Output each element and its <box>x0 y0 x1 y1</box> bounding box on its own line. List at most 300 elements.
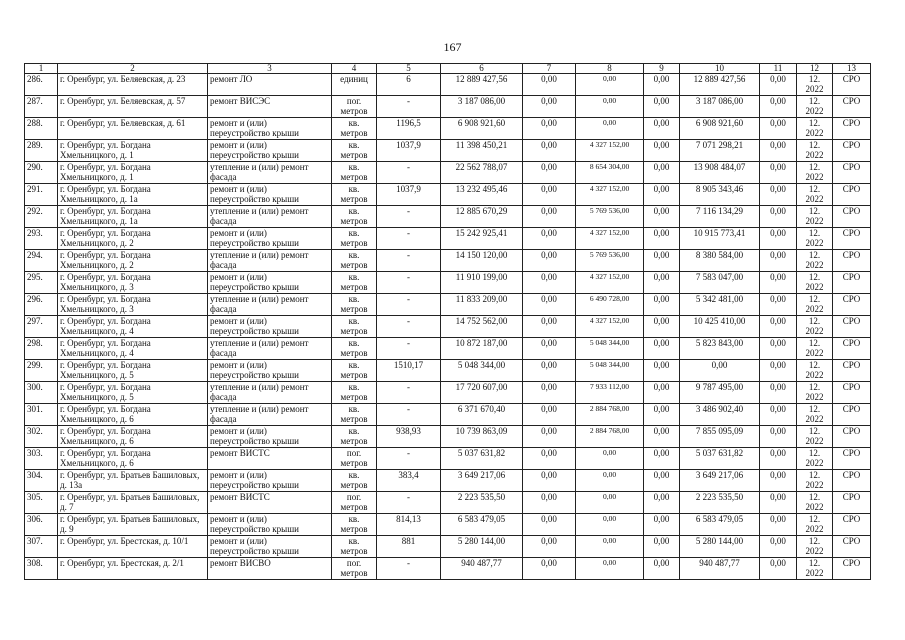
header-cell-1: 1 <box>25 64 58 74</box>
header-cell-13: 13 <box>833 64 871 74</box>
work-type-cell: утепление и (или) ремонт фасада <box>208 294 332 316</box>
col7-amount-cell: 0,00 <box>523 448 576 470</box>
col8-amount-cell: 4 327 152,00 <box>576 316 644 338</box>
col8-amount-cell: 0,00 <box>576 536 644 558</box>
method-cell: СРО <box>833 360 871 382</box>
col8-amount-cell: 8 654 304,00 <box>576 162 644 184</box>
table-row <box>25 514 871 536</box>
col10-amount-cell: 0,00 <box>680 360 760 382</box>
row-number-cell: 304. <box>25 470 58 492</box>
col8-amount-cell: 4 327 152,00 <box>576 228 644 250</box>
address-cell: г. Оренбург, ул. Богдана Хмельницкого, д. 3 <box>58 272 208 294</box>
table-row <box>25 272 871 294</box>
method-cell: СРО <box>833 272 871 294</box>
col10-amount-cell: 5 342 481,00 <box>680 294 760 316</box>
col11-amount-cell: 0,00 <box>760 470 797 492</box>
completion-date-cell: 12. 2022 <box>797 316 833 338</box>
quantity-cell: - <box>377 206 441 228</box>
table-row <box>25 470 871 492</box>
table-row <box>25 426 871 448</box>
method-cell: СРО <box>833 96 871 118</box>
completion-date-cell: 12. 2022 <box>797 294 833 316</box>
row-number-cell: 286. <box>25 74 58 96</box>
col9-amount-cell: 0,00 <box>644 492 680 514</box>
total-cost-cell: 14 752 562,00 <box>441 316 523 338</box>
method-cell: СРО <box>833 338 871 360</box>
table-row <box>25 404 871 426</box>
row-number-cell: 307. <box>25 536 58 558</box>
method-cell: СРО <box>833 536 871 558</box>
method-cell: СРО <box>833 470 871 492</box>
unit-cell: кв. метров <box>332 536 377 558</box>
work-type-cell: ремонт и (или) переустройство крыши <box>208 140 332 162</box>
table-row <box>25 360 871 382</box>
col9-amount-cell: 0,00 <box>644 294 680 316</box>
column-number-header-row <box>25 64 871 74</box>
total-cost-cell: 6 583 479,05 <box>441 514 523 536</box>
quantity-cell: 814,13 <box>377 514 441 536</box>
address-cell: г. Оренбург, ул. Беляевская, д. 57 <box>58 96 208 118</box>
completion-date-cell: 12. 2022 <box>797 184 833 206</box>
address-cell: г. Оренбург, ул. Братьев Башиловых, д. 9 <box>58 514 208 536</box>
method-cell: СРО <box>833 294 871 316</box>
unit-cell: кв. метров <box>332 118 377 140</box>
table-row <box>25 96 871 118</box>
address-cell: г. Оренбург, ул. Богдана Хмельницкого, д. 3 <box>58 294 208 316</box>
col8-amount-cell: 5 769 536,00 <box>576 250 644 272</box>
table-row <box>25 140 871 162</box>
col9-amount-cell: 0,00 <box>644 250 680 272</box>
work-type-cell: ремонт и (или) переустройство крыши <box>208 118 332 140</box>
method-cell: СРО <box>833 558 871 580</box>
quantity-cell: - <box>377 294 441 316</box>
unit-cell: пог. метров <box>332 96 377 118</box>
row-number-cell: 290. <box>25 162 58 184</box>
unit-cell: кв. метров <box>332 250 377 272</box>
work-type-cell: утепление и (или) ремонт фасада <box>208 404 332 426</box>
col8-amount-cell: 0,00 <box>576 492 644 514</box>
work-type-cell: ремонт и (или) переустройство крыши <box>208 360 332 382</box>
work-type-cell: утепление и (или) ремонт фасада <box>208 338 332 360</box>
col9-amount-cell: 0,00 <box>644 96 680 118</box>
total-cost-cell: 13 232 495,46 <box>441 184 523 206</box>
quantity-cell: - <box>377 272 441 294</box>
total-cost-cell: 2 223 535,50 <box>441 492 523 514</box>
total-cost-cell: 14 150 120,00 <box>441 250 523 272</box>
col7-amount-cell: 0,00 <box>523 360 576 382</box>
header-cell-4: 4 <box>332 64 377 74</box>
col10-amount-cell: 8 905 343,46 <box>680 184 760 206</box>
col7-amount-cell: 0,00 <box>523 184 576 206</box>
row-number-cell: 302. <box>25 426 58 448</box>
method-cell: СРО <box>833 184 871 206</box>
work-type-cell: ремонт ВИСВО <box>208 558 332 580</box>
address-cell: г. Оренбург, ул. Богдана Хмельницкого, д. 6 <box>58 426 208 448</box>
method-cell: СРО <box>833 74 871 96</box>
address-cell: г. Оренбург, ул. Богдана Хмельницкого, д. 1 <box>58 140 208 162</box>
col7-amount-cell: 0,00 <box>523 140 576 162</box>
total-cost-cell: 3 649 217,06 <box>441 470 523 492</box>
work-type-cell: ремонт и (или) переустройство крыши <box>208 536 332 558</box>
work-type-cell: ремонт и (или) переустройство крыши <box>208 184 332 206</box>
completion-date-cell: 12. 2022 <box>797 206 833 228</box>
table-row <box>25 492 871 514</box>
total-cost-cell: 6 908 921,60 <box>441 118 523 140</box>
work-type-cell: ремонт и (или) переустройство крыши <box>208 514 332 536</box>
quantity-cell: - <box>377 558 441 580</box>
work-type-cell: ремонт ВИСТС <box>208 448 332 470</box>
header-cell-2: 2 <box>58 64 208 74</box>
work-type-cell: утепление и (или) ремонт фасада <box>208 162 332 184</box>
total-cost-cell: 22 562 788,07 <box>441 162 523 184</box>
completion-date-cell: 12. 2022 <box>797 228 833 250</box>
col8-amount-cell: 5 048 344,00 <box>576 338 644 360</box>
col9-amount-cell: 0,00 <box>644 536 680 558</box>
unit-cell: пог. метров <box>332 492 377 514</box>
unit-cell: кв. метров <box>332 426 377 448</box>
row-number-cell: 299. <box>25 360 58 382</box>
row-number-cell: 295. <box>25 272 58 294</box>
row-number-cell: 296. <box>25 294 58 316</box>
total-cost-cell: 10 739 863,09 <box>441 426 523 448</box>
col7-amount-cell: 0,00 <box>523 404 576 426</box>
quantity-cell: - <box>377 448 441 470</box>
col8-amount-cell: 2 884 768,00 <box>576 426 644 448</box>
completion-date-cell: 12. 2022 <box>797 404 833 426</box>
header-cell-12: 12 <box>797 64 833 74</box>
completion-date-cell: 12. 2022 <box>797 448 833 470</box>
quantity-cell: - <box>377 338 441 360</box>
completion-date-cell: 12. 2022 <box>797 382 833 404</box>
table-body <box>25 64 871 580</box>
work-type-cell: ремонт и (или) переустройство крыши <box>208 470 332 492</box>
col7-amount-cell: 0,00 <box>523 536 576 558</box>
address-cell: г. Оренбург, ул. Богдана Хмельницкого, д. 2 <box>58 250 208 272</box>
unit-cell: кв. метров <box>332 470 377 492</box>
header-cell-9: 9 <box>644 64 680 74</box>
col11-amount-cell: 0,00 <box>760 74 797 96</box>
work-type-cell: ремонт и (или) переустройство крыши <box>208 272 332 294</box>
work-type-cell: утепление и (или) ремонт фасада <box>208 382 332 404</box>
quantity-cell: 938,93 <box>377 426 441 448</box>
total-cost-cell: 3 187 086,00 <box>441 96 523 118</box>
address-cell: г. Оренбург, ул. Богдана Хмельницкого, д. 5 <box>58 360 208 382</box>
col8-amount-cell: 0,00 <box>576 74 644 96</box>
col9-amount-cell: 0,00 <box>644 316 680 338</box>
quantity-cell: 383,4 <box>377 470 441 492</box>
completion-date-cell: 12. 2022 <box>797 426 833 448</box>
col11-amount-cell: 0,00 <box>760 404 797 426</box>
col10-amount-cell: 940 487,77 <box>680 558 760 580</box>
table-row <box>25 74 871 96</box>
col10-amount-cell: 12 889 427,56 <box>680 74 760 96</box>
unit-cell: кв. метров <box>332 162 377 184</box>
total-cost-cell: 11 398 450,21 <box>441 140 523 162</box>
col11-amount-cell: 0,00 <box>760 514 797 536</box>
col7-amount-cell: 0,00 <box>523 316 576 338</box>
total-cost-cell: 10 872 187,00 <box>441 338 523 360</box>
col11-amount-cell: 0,00 <box>760 360 797 382</box>
col7-amount-cell: 0,00 <box>523 338 576 360</box>
total-cost-cell: 11 833 209,00 <box>441 294 523 316</box>
table-row <box>25 162 871 184</box>
address-cell: г. Оренбург, ул. Брестская, д. 2/1 <box>58 558 208 580</box>
row-number-cell: 291. <box>25 184 58 206</box>
row-number-cell: 301. <box>25 404 58 426</box>
method-cell: СРО <box>833 228 871 250</box>
work-type-cell: утепление и (или) ремонт фасада <box>208 206 332 228</box>
header-cell-7: 7 <box>523 64 576 74</box>
quantity-cell: 1510,17 <box>377 360 441 382</box>
quantity-cell: 1037,9 <box>377 140 441 162</box>
address-cell: г. Оренбург, ул. Брестская, д. 10/1 <box>58 536 208 558</box>
quantity-cell: - <box>377 96 441 118</box>
col10-amount-cell: 7 583 047,00 <box>680 272 760 294</box>
col10-amount-cell: 10 915 773,41 <box>680 228 760 250</box>
col7-amount-cell: 0,00 <box>523 382 576 404</box>
unit-cell: пог. метров <box>332 448 377 470</box>
col11-amount-cell: 0,00 <box>760 536 797 558</box>
col7-amount-cell: 0,00 <box>523 514 576 536</box>
col7-amount-cell: 0,00 <box>523 250 576 272</box>
col11-amount-cell: 0,00 <box>760 206 797 228</box>
address-cell: г. Оренбург, ул. Богдана Хмельницкого, д. 1 <box>58 162 208 184</box>
col9-amount-cell: 0,00 <box>644 448 680 470</box>
address-cell: г. Оренбург, ул. Богдана Хмельницкого, д. 1а <box>58 184 208 206</box>
col11-amount-cell: 0,00 <box>760 382 797 404</box>
col10-amount-cell: 6 908 921,60 <box>680 118 760 140</box>
row-number-cell: 305. <box>25 492 58 514</box>
col9-amount-cell: 0,00 <box>644 206 680 228</box>
col7-amount-cell: 0,00 <box>523 206 576 228</box>
unit-cell: пог. метров <box>332 558 377 580</box>
quantity-cell: 1196,5 <box>377 118 441 140</box>
completion-date-cell: 12. 2022 <box>797 250 833 272</box>
page-number: 167 <box>443 40 462 54</box>
completion-date-cell: 12. 2022 <box>797 558 833 580</box>
col11-amount-cell: 0,00 <box>760 294 797 316</box>
col10-amount-cell: 5 037 631,82 <box>680 448 760 470</box>
col11-amount-cell: 0,00 <box>760 118 797 140</box>
unit-cell: кв. метров <box>332 140 377 162</box>
address-cell: г. Оренбург, ул. Богдана Хмельницкого, д. 6 <box>58 448 208 470</box>
work-type-cell: ремонт ВИСТС <box>208 492 332 514</box>
unit-cell: кв. метров <box>332 404 377 426</box>
col8-amount-cell: 6 490 728,00 <box>576 294 644 316</box>
method-cell: СРО <box>833 404 871 426</box>
address-cell: г. Оренбург, ул. Богдана Хмельницкого, д. 6 <box>58 404 208 426</box>
col10-amount-cell: 10 425 410,00 <box>680 316 760 338</box>
quantity-cell: - <box>377 316 441 338</box>
total-cost-cell: 6 371 670,40 <box>441 404 523 426</box>
col8-amount-cell: 4 327 152,00 <box>576 184 644 206</box>
col7-amount-cell: 0,00 <box>523 294 576 316</box>
col10-amount-cell: 13 908 484,07 <box>680 162 760 184</box>
col7-amount-cell: 0,00 <box>523 74 576 96</box>
col9-amount-cell: 0,00 <box>644 426 680 448</box>
quantity-cell: - <box>377 382 441 404</box>
completion-date-cell: 12. 2022 <box>797 470 833 492</box>
work-type-cell: утепление и (или) ремонт фасада <box>208 250 332 272</box>
col11-amount-cell: 0,00 <box>760 96 797 118</box>
quantity-cell: 6 <box>377 74 441 96</box>
col11-amount-cell: 0,00 <box>760 140 797 162</box>
col11-amount-cell: 0,00 <box>760 492 797 514</box>
method-cell: СРО <box>833 140 871 162</box>
col9-amount-cell: 0,00 <box>644 382 680 404</box>
address-cell: г. Оренбург, ул. Богдана Хмельницкого, д. 4 <box>58 316 208 338</box>
address-cell: г. Оренбург, ул. Богдана Хмельницкого, д. 2 <box>58 228 208 250</box>
work-type-cell: ремонт ЛО <box>208 74 332 96</box>
col11-amount-cell: 0,00 <box>760 558 797 580</box>
row-number-cell: 293. <box>25 228 58 250</box>
completion-date-cell: 12. 2022 <box>797 338 833 360</box>
table-row <box>25 184 871 206</box>
unit-cell: кв. метров <box>332 272 377 294</box>
col8-amount-cell: 0,00 <box>576 118 644 140</box>
col8-amount-cell: 0,00 <box>576 558 644 580</box>
work-type-cell: ремонт и (или) переустройство крыши <box>208 316 332 338</box>
work-type-cell: ремонт ВИСЭС <box>208 96 332 118</box>
row-number-cell: 288. <box>25 118 58 140</box>
col8-amount-cell: 4 327 152,00 <box>576 272 644 294</box>
col9-amount-cell: 0,00 <box>644 272 680 294</box>
table-row <box>25 294 871 316</box>
unit-cell: кв. метров <box>332 514 377 536</box>
table-row <box>25 536 871 558</box>
quantity-cell: - <box>377 250 441 272</box>
table-row <box>25 228 871 250</box>
quantity-cell: 1037,9 <box>377 184 441 206</box>
quantity-cell: - <box>377 228 441 250</box>
col10-amount-cell: 2 223 535,50 <box>680 492 760 514</box>
unit-cell: кв. метров <box>332 228 377 250</box>
unit-cell: кв. метров <box>332 338 377 360</box>
header-cell-8: 8 <box>576 64 644 74</box>
col8-amount-cell: 5 048 344,00 <box>576 360 644 382</box>
completion-date-cell: 12. 2022 <box>797 536 833 558</box>
work-type-cell: ремонт и (или) переустройство крыши <box>208 228 332 250</box>
col9-amount-cell: 0,00 <box>644 118 680 140</box>
col8-amount-cell: 5 769 536,00 <box>576 206 644 228</box>
address-cell: г. Оренбург, ул. Беляевская, д. 61 <box>58 118 208 140</box>
address-cell: г. Оренбург, ул. Беляевская, д. 23 <box>58 74 208 96</box>
quantity-cell: 881 <box>377 536 441 558</box>
row-number-cell: 300. <box>25 382 58 404</box>
repair-program-table <box>24 63 871 580</box>
completion-date-cell: 12. 2022 <box>797 514 833 536</box>
col10-amount-cell: 3 187 086,00 <box>680 96 760 118</box>
method-cell: СРО <box>833 316 871 338</box>
col7-amount-cell: 0,00 <box>523 162 576 184</box>
table-row <box>25 206 871 228</box>
method-cell: СРО <box>833 448 871 470</box>
method-cell: СРО <box>833 514 871 536</box>
method-cell: СРО <box>833 492 871 514</box>
col8-amount-cell: 0,00 <box>576 96 644 118</box>
completion-date-cell: 12. 2022 <box>797 96 833 118</box>
completion-date-cell: 12. 2022 <box>797 74 833 96</box>
completion-date-cell: 12. 2022 <box>797 360 833 382</box>
unit-cell: кв. метров <box>332 382 377 404</box>
col8-amount-cell: 2 884 768,00 <box>576 404 644 426</box>
row-number-cell: 297. <box>25 316 58 338</box>
address-cell: г. Оренбург, ул. Богдана Хмельницкого, д. 5 <box>58 382 208 404</box>
total-cost-cell: 17 720 607,00 <box>441 382 523 404</box>
unit-cell: единиц <box>332 74 377 96</box>
total-cost-cell: 5 048 344,00 <box>441 360 523 382</box>
method-cell: СРО <box>833 250 871 272</box>
col9-amount-cell: 0,00 <box>644 558 680 580</box>
total-cost-cell: 940 487,77 <box>441 558 523 580</box>
address-cell: г. Оренбург, ул. Братьев Башиловых, д. 13а <box>58 470 208 492</box>
col10-amount-cell: 6 583 479,05 <box>680 514 760 536</box>
col11-amount-cell: 0,00 <box>760 228 797 250</box>
unit-cell: кв. метров <box>332 360 377 382</box>
address-cell: г. Оренбург, ул. Братьев Башиловых, д. 7 <box>58 492 208 514</box>
header-cell-11: 11 <box>760 64 797 74</box>
completion-date-cell: 12. 2022 <box>797 492 833 514</box>
row-number-cell: 292. <box>25 206 58 228</box>
unit-cell: кв. метров <box>332 294 377 316</box>
method-cell: СРО <box>833 426 871 448</box>
method-cell: СРО <box>833 206 871 228</box>
col9-amount-cell: 0,00 <box>644 162 680 184</box>
table-row <box>25 558 871 580</box>
col7-amount-cell: 0,00 <box>523 118 576 140</box>
row-number-cell: 289. <box>25 140 58 162</box>
col11-amount-cell: 0,00 <box>760 184 797 206</box>
col8-amount-cell: 0,00 <box>576 470 644 492</box>
quantity-cell: - <box>377 404 441 426</box>
completion-date-cell: 12. 2022 <box>797 272 833 294</box>
col10-amount-cell: 9 787 495,00 <box>680 382 760 404</box>
unit-cell: кв. метров <box>332 184 377 206</box>
table-row <box>25 316 871 338</box>
col9-amount-cell: 0,00 <box>644 338 680 360</box>
table-row <box>25 338 871 360</box>
method-cell: СРО <box>833 382 871 404</box>
header-cell-3: 3 <box>208 64 332 74</box>
col10-amount-cell: 7 855 095,09 <box>680 426 760 448</box>
unit-cell: кв. метров <box>332 206 377 228</box>
table-row <box>25 250 871 272</box>
table-row <box>25 118 871 140</box>
completion-date-cell: 12. 2022 <box>797 118 833 140</box>
col10-amount-cell: 3 486 902,40 <box>680 404 760 426</box>
col7-amount-cell: 0,00 <box>523 228 576 250</box>
total-cost-cell: 5 280 144,00 <box>441 536 523 558</box>
completion-date-cell: 12. 2022 <box>797 140 833 162</box>
row-number-cell: 294. <box>25 250 58 272</box>
quantity-cell: - <box>377 492 441 514</box>
header-cell-5: 5 <box>377 64 441 74</box>
table-row <box>25 448 871 470</box>
col10-amount-cell: 7 116 134,29 <box>680 206 760 228</box>
col10-amount-cell: 7 071 298,21 <box>680 140 760 162</box>
col7-amount-cell: 0,00 <box>523 558 576 580</box>
col11-amount-cell: 0,00 <box>760 448 797 470</box>
row-number-cell: 287. <box>25 96 58 118</box>
col9-amount-cell: 0,00 <box>644 404 680 426</box>
col11-amount-cell: 0,00 <box>760 316 797 338</box>
total-cost-cell: 12 889 427,56 <box>441 74 523 96</box>
col9-amount-cell: 0,00 <box>644 514 680 536</box>
total-cost-cell: 5 037 631,82 <box>441 448 523 470</box>
row-number-cell: 298. <box>25 338 58 360</box>
col9-amount-cell: 0,00 <box>644 74 680 96</box>
completion-date-cell: 12. 2022 <box>797 162 833 184</box>
